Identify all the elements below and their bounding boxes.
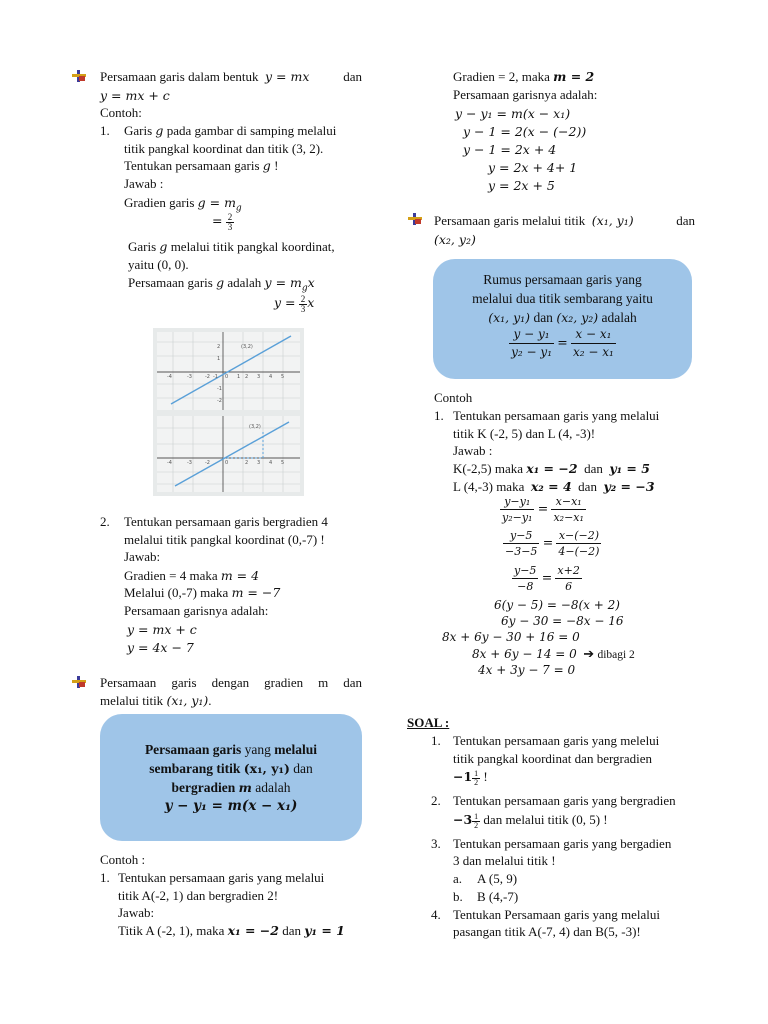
section-3-line-2: melalui titik (x₁, y₁). xyxy=(100,693,212,708)
formula-box-line-1: Persamaan garis yang melalui xyxy=(144,742,318,757)
formula-box-line-1: Rumus persamaan garis yang xyxy=(483,272,642,287)
solution-step: y − y₁ = m(x − x₁) xyxy=(455,106,571,121)
svg-text:0: 0 xyxy=(225,460,229,466)
persamaan-label: Persamaan garisnya adalah: xyxy=(453,87,598,102)
fraction-step: $\frac{y-5}{-3-5}$ = $\frac{x-(-2)}{4-(-2)}$ xyxy=(505,529,600,558)
arrow-right-icon: ➔ xyxy=(583,646,595,661)
bullet-icon xyxy=(72,676,86,688)
soal-2-line-1: Tentukan persamaan garis yang bergradien xyxy=(453,793,676,808)
solution-step: 8x + 6y − 30 + 16 = 0 xyxy=(442,630,580,644)
svg-text:-3: -3 xyxy=(187,374,192,380)
gradien-2-line: Gradien = 2, maka m = 2 xyxy=(453,69,595,84)
item-number: 1. xyxy=(100,870,110,885)
example-line-4: Titik A (-2, 1), maka x₁ = −2 dan y₁ = 1 xyxy=(118,923,345,938)
item-number: 1. xyxy=(431,733,441,748)
formula-box-line-2: melalui dua titik sembarang yaitu xyxy=(472,291,653,306)
two-point-formula: $\frac{\text{y − y₁}}{\text{y₂ − y₁}}$ = $\frac{\text{x − x₁}}{\text{x₂ − x₁}}$ xyxy=(511,327,614,359)
jawab-label: Jawab: xyxy=(124,549,161,564)
solution-step: y = 2x + 4+ 1 xyxy=(488,160,578,175)
point-k-line: K(-2,5) maka x₁ = −2 dan y₁ = 5 xyxy=(453,461,650,476)
svg-text:2: 2 xyxy=(245,460,249,466)
item-number: 3. xyxy=(431,836,441,851)
jawab-label: Jawab : xyxy=(453,443,493,458)
svg-text:4: 4 xyxy=(269,460,273,466)
soal-3-line-2: 3 dan melalui titik ! xyxy=(453,853,556,868)
soal-4-line-2: pasangan titik A(-7, 4) dan B(5, -3)! xyxy=(453,924,641,939)
sub-item-b: B (4,-7) xyxy=(477,889,519,904)
example-line-1: Tentukan persamaan garis yang melalui xyxy=(453,408,660,423)
gradien-4-line: Gradien = 4 maka m = 4 xyxy=(124,568,260,583)
svg-text:2: 2 xyxy=(217,344,221,350)
gradien-fraction: = $\frac{2}{3}$ xyxy=(212,211,233,232)
svg-text:-2: -2 xyxy=(217,398,222,404)
svg-text:-3: -3 xyxy=(187,460,192,466)
solution-step: y − 1 = 2(x − (−2)) xyxy=(463,124,587,139)
fraction-step: $\frac{y-5}{-8}$ = $\frac{x+2}{6}$ xyxy=(514,564,580,593)
svg-text:(3,2): (3,2) xyxy=(249,424,261,430)
svg-text:4: 4 xyxy=(269,374,273,380)
contoh-label: Contoh: xyxy=(100,105,142,120)
persamaan-label: Persamaan garisnya adalah: xyxy=(124,603,269,618)
equation-y-2-3-x: y = $\frac{2}{3}$ x xyxy=(274,293,315,314)
item-number: 2. xyxy=(100,514,110,529)
svg-text:0: 0 xyxy=(225,374,229,380)
svg-text:-1: -1 xyxy=(217,386,222,392)
formula-point-gradient: y − y₁ = m(x − x₁) xyxy=(164,798,298,814)
svg-text:-2: -2 xyxy=(205,460,210,466)
origin-line-1: Garis g melalui titik pangkal koordinat, xyxy=(128,239,335,254)
soal-4-line-1: Tentukan Persamaan garis yang melalui xyxy=(453,907,661,922)
bullet-icon xyxy=(72,70,86,82)
formula-box-line-2: sembarang titik (x₁, y₁) dan xyxy=(149,761,313,776)
sub-item-a: A (5, 9) xyxy=(477,871,518,886)
svg-text:5: 5 xyxy=(281,460,285,466)
solution-step: 6y − 30 = −8x − 16 xyxy=(501,614,624,628)
solution-step: 6(y − 5) = −8(x + 2) xyxy=(494,598,620,612)
solution-step: y − 1 = 2x + 4 xyxy=(463,142,557,157)
fraction-step: $\frac{\text{y−y₁}}{\text{y₂−y₁}}$ = $\frac{\text{x−x₁}}{\text{x₂−x₁}}$ xyxy=(502,495,584,524)
sub-item-letter: a. xyxy=(453,871,463,886)
origin-line-2: yaitu (0, 0). xyxy=(128,257,189,272)
melalui-line: Melalui (0,-7) maka m = −7 xyxy=(124,585,281,600)
example-line-2: titik K (-2, 5) dan L (4, -3)! xyxy=(453,426,596,441)
sub-item-letter: b. xyxy=(453,889,463,904)
equation-y-4x-7: y = 4x − 7 xyxy=(127,640,194,655)
equation-y-mx-c: y = mx + c xyxy=(100,88,170,103)
soal-1-line-1: Tentukan persamaan garis yang melelui xyxy=(453,733,660,748)
point-l-line: L (4,-3) maka x₂ = 4 dan y₂ = −3 xyxy=(453,479,655,494)
question-2-line-1: Tentukan persamaan garis bergradien 4 xyxy=(124,514,328,529)
bullet-icon xyxy=(408,213,422,225)
formula-box-line-3: bergradien m adalah xyxy=(171,780,291,795)
question-1-line-2: titik pangkal koordinat dan titik (3, 2). xyxy=(124,141,324,156)
item-number: 1. xyxy=(100,123,110,138)
question-1-line-1: Garis g pada gambar di samping melalui xyxy=(124,123,337,138)
svg-text:3: 3 xyxy=(257,460,261,466)
point-x2-y2: (x₂, y₂) xyxy=(434,232,476,247)
section-3-line-1: Persamaan garis dengan gradien m dan xyxy=(100,675,362,690)
svg-text:3: 3 xyxy=(257,374,261,380)
question-1-line-3: Tentukan persamaan garis g ! xyxy=(124,158,279,173)
soal-heading: SOAL : xyxy=(407,715,450,730)
svg-text:1: 1 xyxy=(237,374,241,380)
question-2-line-2: melalui titik pangkal koordinat (0,-7) ! xyxy=(124,532,325,547)
equation-y-mx-c: y = mx + c xyxy=(127,622,197,637)
formula-box-line-3: (x₁, y₁) dan (x₂, y₂) adalah xyxy=(488,310,637,325)
svg-text:2: 2 xyxy=(245,374,249,380)
solution-step: 8x + 6y − 14 = 0 ➔ dibagi 2 xyxy=(472,646,635,661)
graph-point-label: (3,2) xyxy=(241,344,253,350)
svg-text:-4: -4 xyxy=(167,460,172,466)
jawab-label: Jawab: xyxy=(118,905,155,920)
example-line-1: Tentukan persamaan garis yang melalui xyxy=(118,870,325,885)
soal-1-line-2: titik pangkal koordinat dan bergradien xyxy=(453,751,653,766)
svg-text:5: 5 xyxy=(281,374,285,380)
section-5-line-1: Persamaan garis melalui titik (x₁, y₁) dan xyxy=(434,213,695,228)
svg-text:-1: -1 xyxy=(213,374,218,380)
contoh-label: Contoh xyxy=(434,390,473,405)
equation-line: Persamaan garis g adalah $y = m_gx$ xyxy=(128,275,315,294)
svg-text:-4: -4 xyxy=(167,374,172,380)
svg-text:1: 1 xyxy=(217,356,221,362)
jawab-label: Jawab : xyxy=(124,176,164,191)
contoh-label: Contoh : xyxy=(100,852,146,867)
coordinate-graph-image xyxy=(153,328,304,496)
item-number: 4. xyxy=(431,907,441,922)
solution-step: 4x + 3y − 7 = 0 xyxy=(478,663,576,677)
example-line-2: titik A(-2, 1) dan bergradien 2! xyxy=(118,888,279,903)
gradien-line: Gradien garis $g = m_g$ xyxy=(124,195,242,214)
soal-2-line-2: −3 $\frac{1}{2}$ dan melalui titik (0, 5) ! xyxy=(453,811,608,830)
item-number: 2. xyxy=(431,793,441,808)
section-1-line-1: Persamaan garis dalam bentuk y = mx dan xyxy=(100,69,362,84)
item-number: 1. xyxy=(434,408,444,423)
solution-step: y = 2x + 5 xyxy=(488,178,555,193)
soal-3-line-1: Tentukan persamaan garis yang bergadien xyxy=(453,836,672,851)
svg-text:-2: -2 xyxy=(205,374,210,380)
soal-1-line-3: −1 $\frac{1}{2}$ ! xyxy=(453,768,488,787)
